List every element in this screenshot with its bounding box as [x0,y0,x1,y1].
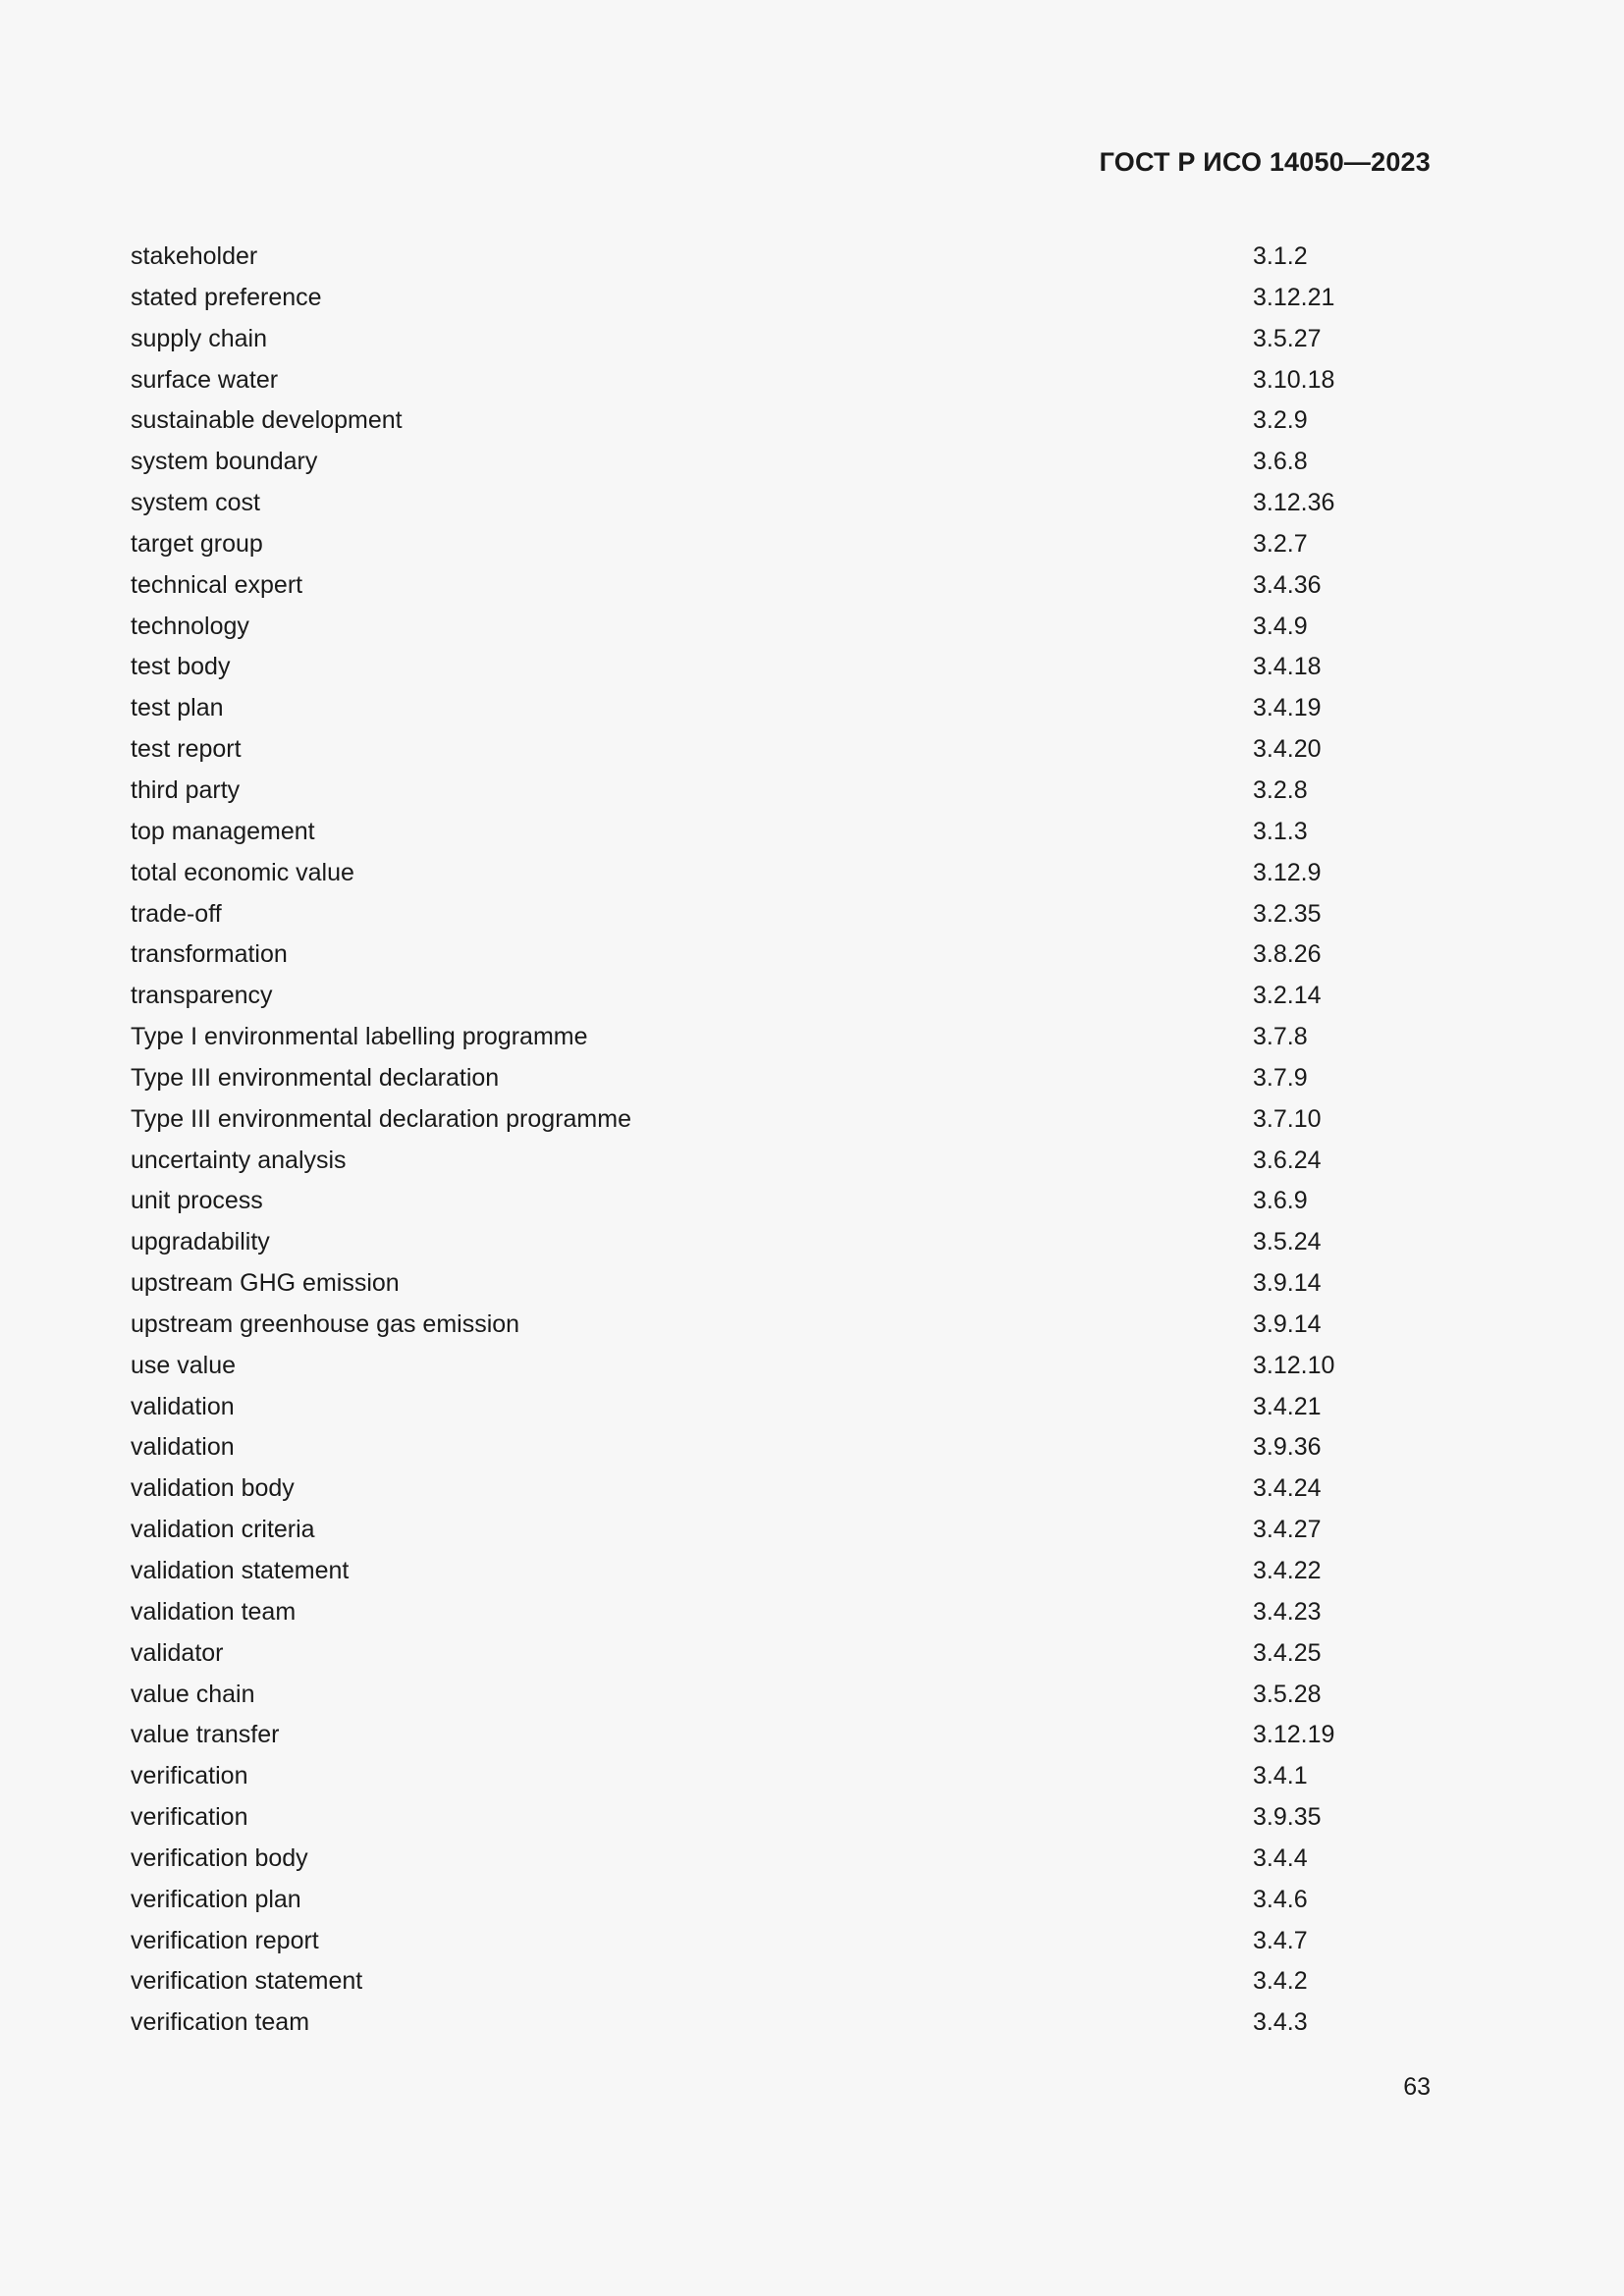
index-term: surface water [131,365,279,394]
index-term: target group [131,529,263,558]
index-ref-number: 3.2.9 [1253,406,1308,435]
index-term: validation body [131,1474,295,1503]
index-term: stakeholder [131,242,258,270]
index-ref-number: 3.1.3 [1253,817,1308,845]
index-ref-number: 3.4.9 [1253,612,1308,640]
index-row [131,1551,1431,1592]
index-term: Type I environmental labelling programme [131,1023,588,1051]
index-row [131,1468,1431,1510]
index-term: verification body [131,1843,308,1872]
index-ref-number: 3.6.8 [1253,448,1308,476]
index-ref-number: 3.10.18 [1253,365,1335,394]
index-row [131,1427,1431,1468]
index-term: verification team [131,2008,310,2037]
index-ref-number: 3.5.24 [1253,1228,1322,1256]
index-ref-number: 3.1.2 [1253,242,1308,270]
index-term: unit process [131,1187,263,1215]
term-index-list [131,237,1431,2044]
index-row [131,1017,1431,1058]
index-row [131,771,1431,812]
index-row [131,976,1431,1017]
index-term: total economic value [131,858,354,886]
index-term: Type III environmental declaration [131,1063,500,1092]
index-term: upstream greenhouse gas emission [131,1309,520,1338]
index-row [131,894,1431,935]
index-row [131,1675,1431,1716]
index-term: transparency [131,982,273,1010]
index-term: verification [131,1803,248,1832]
index-term: validator [131,1638,224,1667]
index-term: validation [131,1433,235,1462]
page-number: 63 [1403,2073,1431,2101]
index-term: test report [131,735,242,764]
index-row [131,1961,1431,2002]
index-ref-number: 3.4.24 [1253,1474,1322,1503]
index-row [131,442,1431,483]
index-ref-number: 3.4.27 [1253,1516,1322,1544]
index-term: technical expert [131,570,303,599]
index-ref-number: 3.12.21 [1253,283,1335,311]
index-ref-number: 3.12.9 [1253,858,1322,886]
index-row [131,1756,1431,1797]
index-term: upstream GHG emission [131,1269,400,1298]
index-ref-number: 3.12.19 [1253,1721,1335,1749]
index-term: system boundary [131,448,318,476]
index-row [131,1797,1431,1839]
index-ref-number: 3.5.28 [1253,1680,1322,1708]
index-ref-number: 3.5.27 [1253,324,1322,352]
index-row [131,729,1431,771]
index-term: sustainable development [131,406,403,435]
index-term: third party [131,775,241,804]
index-term: validation statement [131,1557,350,1584]
index-ref-number: 3.2.14 [1253,982,1322,1010]
index-row [131,319,1431,360]
index-row [131,1633,1431,1675]
index-ref-number: 3.4.3 [1253,2008,1308,2037]
index-row [131,607,1431,648]
index-ref-number: 3.6.9 [1253,1187,1308,1215]
index-ref-number: 3.9.35 [1253,1803,1322,1832]
index-term: upgradability [131,1228,270,1256]
index-term: verification plan [131,1885,301,1913]
index-row [131,1058,1431,1099]
index-ref-number: 3.9.14 [1253,1309,1322,1338]
index-term: validation criteria [131,1516,315,1544]
index-row [131,853,1431,894]
index-ref-number: 3.6.24 [1253,1146,1322,1174]
index-row [131,812,1431,853]
index-term: value transfer [131,1721,280,1749]
index-ref-number: 3.4.7 [1253,1926,1308,1954]
index-row [131,1263,1431,1305]
index-term: value chain [131,1680,255,1708]
index-row [131,360,1431,401]
index-term: validation [131,1392,235,1420]
index-term: verification statement [131,1967,363,1996]
index-term: technology [131,612,249,640]
index-ref-number: 3.9.14 [1253,1269,1322,1298]
index-term: stated preference [131,283,322,311]
index-term: test body [131,653,231,681]
index-ref-number: 3.4.23 [1253,1597,1322,1626]
index-ref-number: 3.4.18 [1253,653,1322,681]
index-ref-number: 3.4.36 [1253,570,1322,599]
index-row [131,1592,1431,1633]
index-row [131,237,1431,278]
index-row [131,1387,1431,1428]
index-row [131,1181,1431,1222]
index-row [131,483,1431,524]
index-row [131,1305,1431,1346]
index-row [131,278,1431,319]
index-ref-number: 3.2.8 [1253,775,1308,804]
index-ref-number: 3.9.36 [1253,1433,1322,1462]
index-term: Type III environmental declaration programme [131,1104,631,1133]
index-row [131,1510,1431,1551]
index-ref-number: 3.2.7 [1253,529,1308,558]
index-term: use value [131,1351,237,1379]
index-term: system cost [131,489,260,517]
index-row [131,1099,1431,1141]
index-row [131,524,1431,565]
index-row [131,934,1431,976]
index-ref-number: 3.4.4 [1253,1843,1308,1872]
index-row [131,647,1431,688]
index-ref-number: 3.4.2 [1253,1967,1308,1996]
index-row [131,1839,1431,1880]
index-ref-number: 3.4.21 [1253,1392,1322,1420]
index-row [131,400,1431,442]
index-row [131,1921,1431,1962]
index-term: uncertainty analysis [131,1146,347,1174]
index-row [131,1222,1431,1263]
index-ref-number: 3.4.20 [1253,735,1322,764]
index-ref-number: 3.12.36 [1253,489,1335,517]
index-ref-number: 3.4.25 [1253,1638,1322,1667]
index-ref-number: 3.2.35 [1253,899,1322,928]
index-ref-number: 3.7.8 [1253,1023,1308,1051]
index-row [131,1346,1431,1387]
index-term: transformation [131,940,288,969]
index-ref-number: 3.7.9 [1253,1063,1308,1092]
index-ref-number: 3.7.10 [1253,1104,1322,1133]
index-row [131,1880,1431,1921]
index-row [131,1715,1431,1756]
index-ref-number: 3.4.22 [1253,1557,1322,1584]
index-term: verification report [131,1926,319,1954]
index-ref-number: 3.4.6 [1253,1885,1308,1913]
index-ref-number: 3.12.10 [1253,1351,1335,1379]
index-row [131,565,1431,607]
index-term: validation team [131,1597,297,1626]
page-header-standard-id: ГОСТ Р ИСО 14050—2023 [1099,147,1431,177]
index-ref-number: 3.4.1 [1253,1762,1308,1790]
index-row [131,1141,1431,1182]
index-row [131,2002,1431,2044]
index-term: trade-off [131,899,222,928]
index-row [131,688,1431,729]
index-ref-number: 3.8.26 [1253,940,1322,969]
index-ref-number: 3.4.19 [1253,694,1322,722]
index-term: test plan [131,694,224,722]
index-term: supply chain [131,324,267,352]
index-term: top management [131,817,315,845]
index-term: verification [131,1762,248,1790]
